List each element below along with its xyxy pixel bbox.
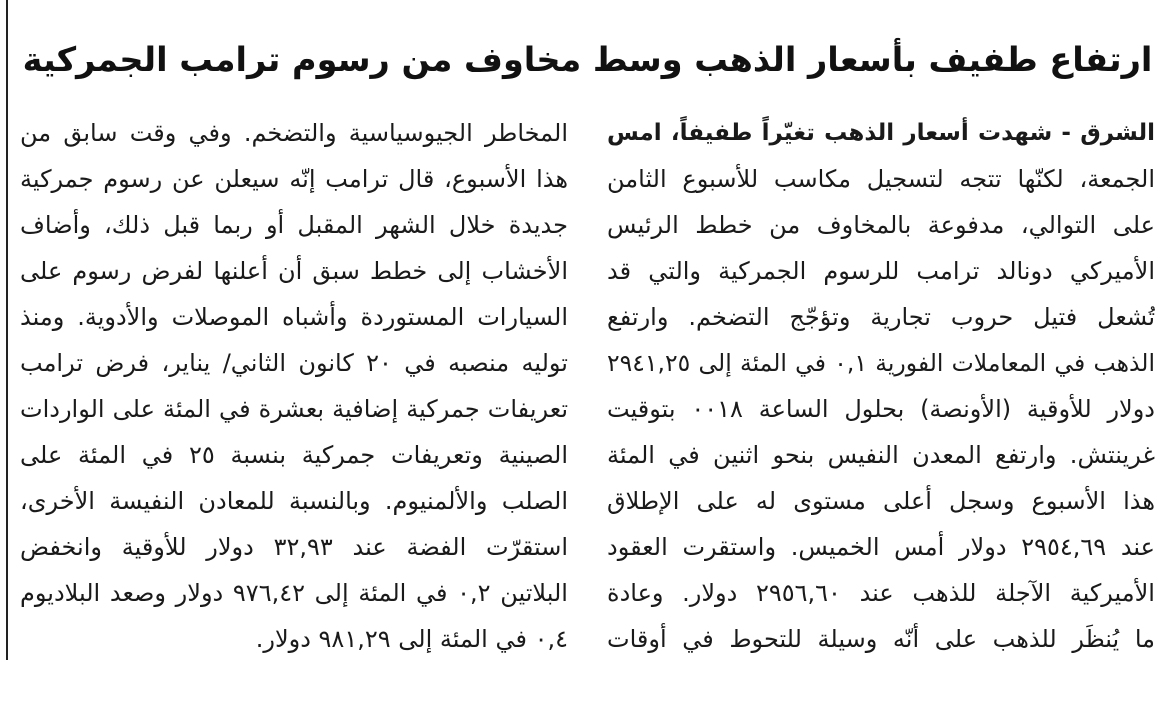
body-line: الجمعة، لكنّها تتجه لتسجيل مكاسب للأسبوع الثامن bbox=[607, 165, 1155, 193]
body-line: دولار للأوقية (الأونصة) بحلول الساعة ٠٠١٨ بتوقيت bbox=[607, 395, 1155, 423]
column-left bbox=[20, 110, 568, 710]
body-line: تعريفات جمركية إضافية بعشرة في المئة على الواردات bbox=[20, 395, 568, 423]
body-line: الأميركية الآجلة للذهب عند ٢٩٥٦,٦٠ دولار. وعادة bbox=[607, 579, 1155, 607]
body-line: البلاتين ٠,٢ في المئة إلى ٩٧٦,٤٢ دولار وصعد البلاديوم bbox=[20, 579, 568, 607]
body-line: تُشعل فتيل حروب تجارية وتؤجّج التضخم. وارتفع bbox=[607, 303, 1155, 331]
body-line: استقرّت الفضة عند ٣٢,٩٣ دولار للأوقية وانخفض bbox=[20, 533, 568, 561]
article-body bbox=[20, 110, 1155, 710]
body-line: غرينتش. وارتفع المعدن النفيس بنحو اثنين في المئة bbox=[607, 441, 1155, 469]
body-line: هذا الأسبوع، قال ترامب إنّه سيعلن عن رسوم جمركية bbox=[20, 165, 568, 193]
body-line: السيارات المستوردة وأشباه الموصلات والأدوية. ومنذ bbox=[20, 303, 568, 331]
body-line: توليه منصبه في ٢٠ كانون الثاني/ يناير، فرض ترامب bbox=[20, 349, 568, 377]
headline: ارتفاع طفيف بأسعار الذهب وسط مخاوف من رسوم ترامب الجمركية bbox=[22, 40, 1153, 79]
body-line: هذا الأسبوع وسجل أعلى مستوى له على الإطلاق bbox=[607, 487, 1155, 515]
body-line: الصلب والألمنيوم. وبالنسبة للمعادن النفيسة الأخرى، bbox=[20, 487, 568, 515]
body-line: عند ٢٩٥٤,٦٩ دولار أمس الخميس. واستقرت العقود bbox=[607, 533, 1155, 561]
body-line: ما يُنظَر للذهب على أنّه وسيلة للتحوط في أوقات bbox=[607, 625, 1155, 653]
column-right bbox=[607, 110, 1155, 710]
column-rule bbox=[6, 0, 8, 660]
body-line: على التوالي، مدفوعة بالمخاوف من خطط الرئيس bbox=[607, 211, 1155, 239]
body-line: الأميركي دونالد ترامب للرسوم الجمركية والتي قد bbox=[607, 257, 1155, 285]
body-line: ٠,٤ في المئة إلى ٩٨١,٢٩ دولار. bbox=[255, 625, 568, 653]
body-line: الذهب في المعاملات الفورية ٠,١ في المئة إلى ٢٩٤١,٢٥ bbox=[607, 349, 1155, 377]
body-line: جديدة خلال الشهر المقبل أو ربما قبل ذلك، وأضاف bbox=[20, 211, 568, 239]
body-line: الشرق - شهدت أسعار الذهب تغيّراً طفيفاً، امس bbox=[607, 120, 1155, 146]
body-line: الصينية وتعريفات جمركية بنسبة ٢٥ في المئة على bbox=[20, 441, 568, 469]
body-line: المخاطر الجيوسياسية والتضخم. وفي وقت سابق من bbox=[20, 119, 568, 147]
body-line: الأخشاب إلى خطط سبق أن أعلنها لفرض رسوم على bbox=[20, 257, 568, 285]
